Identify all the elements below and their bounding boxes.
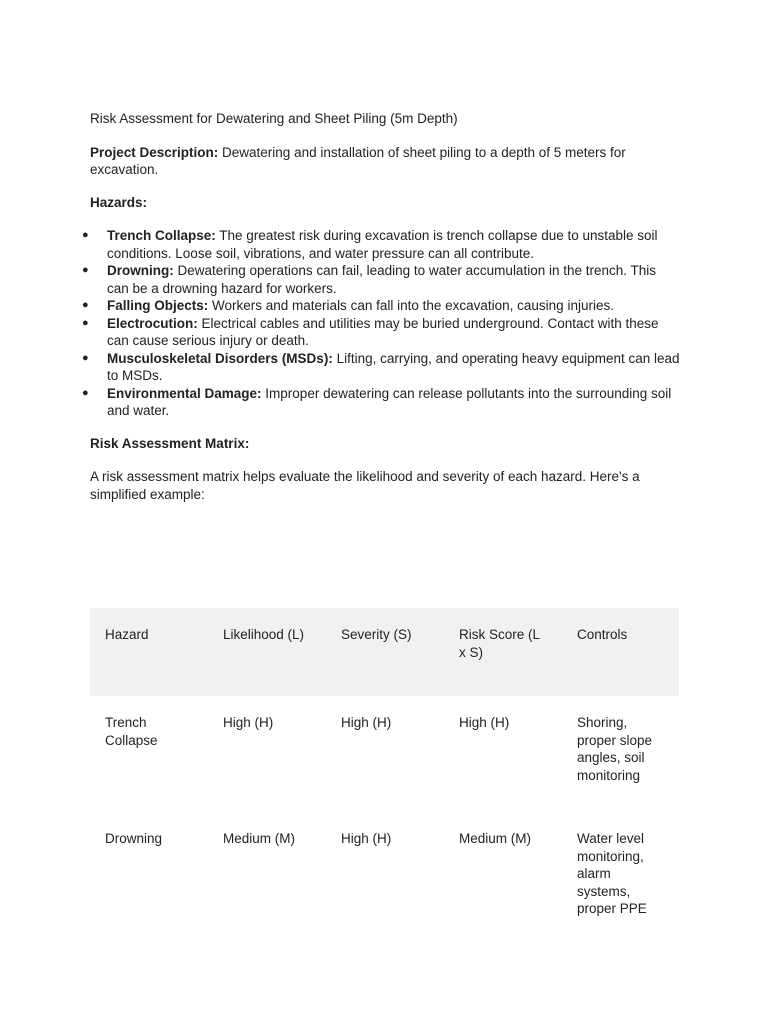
hazard-label: Electrocution: (107, 315, 198, 331)
hazard-item (82, 385, 680, 420)
project-description-text: Dewatering and installation of sheet piling to a depth of 5 meters for excavation. (90, 144, 626, 177)
bullet-icon: ● (82, 229, 89, 241)
hazard-label: Musculoskeletal Disorders (MSDs): (107, 350, 333, 366)
hazard-label: Environmental Damage: (107, 385, 262, 401)
hazard-item (82, 262, 680, 297)
bullet-icon: ● (82, 351, 89, 364)
hazard-text: Workers and materials can fall into the excavation, causing injuries. (208, 298, 614, 313)
hazard-item (82, 297, 680, 315)
column-header-controls: Controls (577, 627, 628, 642)
hazard-text: Electrical cables and utilities may be buried underground. Contact with these can cause serious injury or death. (107, 315, 659, 348)
table-header-row (90, 608, 679, 696)
hazard-item (82, 350, 680, 385)
hazard-text: The greatest risk during excavation is trench collapse due to unstable soil conditions. Loose soil, vibrations, and water pressure can all contribute. (107, 228, 658, 261)
column-header-risk-score: Risk Score (L x S) (459, 627, 540, 660)
hazard-text: Dewatering operations can fail, leading to water accumulation in the trench. This can be a drowning hazard for workers. (107, 263, 657, 296)
table-cell: Drowning (105, 831, 163, 846)
table-cell: High (H) (341, 715, 392, 730)
project-description (90, 144, 680, 179)
bullet-icon: ● (82, 316, 89, 329)
table-cell: High (H) (341, 831, 392, 846)
table-row (90, 696, 679, 812)
column-header-likelihood: Likelihood (L) (223, 627, 305, 642)
table-cell: Water level monitoring, alarm systems, proper PPE (577, 831, 647, 916)
table-cell: Shoring, proper slope angles, soil monitoring (577, 715, 653, 783)
blank-space (90, 518, 680, 608)
project-description-label: Project Description: (90, 144, 219, 160)
table-cell: Medium (M) (459, 831, 532, 846)
document-title: Risk Assessment for Dewatering and Sheet Piling (5m Depth) (90, 111, 458, 126)
hazard-text: Lifting, carrying, and operating heavy equipment can lead to MSDs. (107, 350, 680, 383)
hazards-list (82, 227, 680, 420)
hazard-text: Improper dewatering can release pollutants into the surrounding soil and water. (107, 385, 672, 418)
hazard-label: Trench Collapse: (107, 228, 216, 243)
table-cell: Trench Collapse (105, 715, 158, 748)
bullet-icon: ● (82, 299, 89, 311)
table-cell: High (H) (223, 715, 274, 730)
table-row (90, 812, 679, 928)
column-header-severity: Severity (S) (341, 627, 412, 642)
bullet-icon: ● (82, 264, 89, 276)
bullet-icon: ● (82, 386, 89, 399)
table-cell: Medium (M) (223, 831, 296, 846)
hazards-heading: Hazards: (90, 194, 148, 210)
table-cell: High (H) (459, 715, 510, 730)
matrix-intro: A risk assessment matrix helps evaluate the likelihood and severity of each hazard. Here's a simplified example: (90, 469, 640, 502)
hazard-item (82, 315, 680, 350)
hazard-label: Drowning: (107, 263, 174, 278)
risk-matrix-table (90, 608, 679, 928)
document-body (82, 110, 680, 928)
hazard-item (82, 227, 680, 262)
column-header-hazard: Hazard (105, 627, 149, 642)
hazard-label: Falling Objects: (107, 298, 209, 313)
matrix-heading: Risk Assessment Matrix: (90, 435, 250, 451)
